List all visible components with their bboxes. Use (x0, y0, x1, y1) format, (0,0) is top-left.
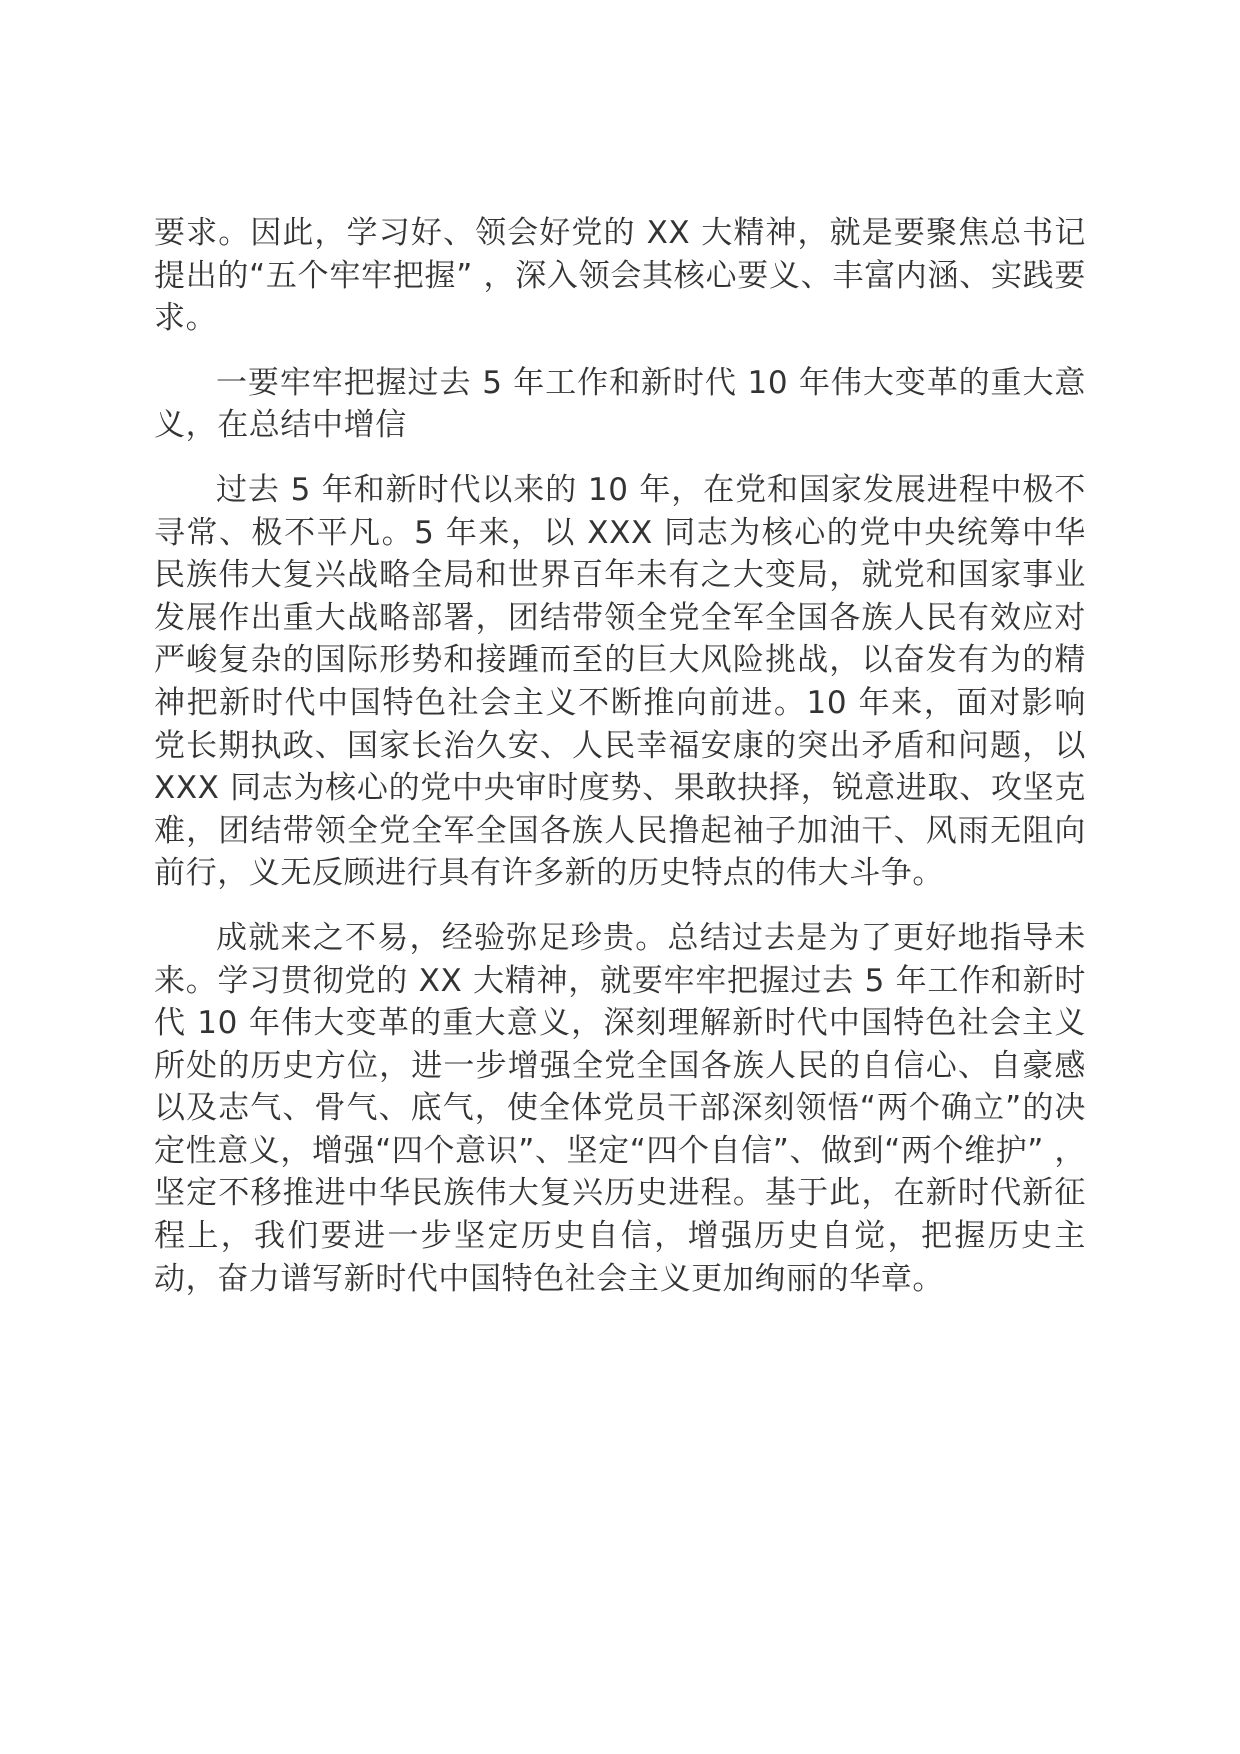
document-body (154, 212, 1086, 1322)
paragraph-body-1: 过去 5 年和新时代以来的 10 年，在党和国家发展进程中极不寻常、极不平凡。5 年来，以 XXX 同志为核心的党中央统筹中华民族伟大复兴战略全局和世界百年未有之大变局，就党和国家事业发展作出重大战略部署，团结带领全党全军全国各族人民有效应对严峻复杂的国际形势和接踵而至的巨大风险挑战，以奋发有为的精神把新时代中国特色社会主义不断推向前进。10 年来，面对影响党长期执政、国家长治久安、人民幸福安康的突出矛盾和问题，以 XXX 同志为核心的党中央审时度势、果敢抉择，锐意进取、攻坚克难，团结带领全党全军全国各族人民撸起袖子加油干、风雨无阻向前行，义无反顾进行具有许多新的历史特点的伟大斗争。 (154, 471, 1086, 892)
paragraph-intro-tail: 要求。因此，学习好、领会好党的 XX 大精神，就是要聚焦总书记提出的“五个牢牢把握” ，深入领会其核心要义、丰富内涵、实践要求。 (154, 215, 1086, 337)
section-heading: 一要牢牢把握过去 5 年工作和新时代 10 年伟大变革的重大意义，在总结中增信 (154, 364, 1086, 444)
paragraph-body-2: 成就来之不易，经验弥足珍贵。总结过去是为了更好地指导未来。学习贯彻党的 XX 大精神，就要牢牢把握过去 5 年工作和新时代 10 年伟大变革的重大意义，深刻理解新时代中国特色社会主义所处的历史方位，进一步增强全党全国各族人民的自信心、自豪感以及志气、骨气、底气，使全体党员干部深刻领悟“两个确立”的决定性意义，增强“四个意识”、坚定“四个自信”、做到“两个维护” ，坚定不移推进中华民族伟大复兴历史进程。基于此，在新时代新征程上，我们要进一步坚定历史自信，增强历史自觉，把握历史主动，奋力谱写新时代中国特色社会主义更加绚丽的华章。 (154, 919, 1087, 1297)
